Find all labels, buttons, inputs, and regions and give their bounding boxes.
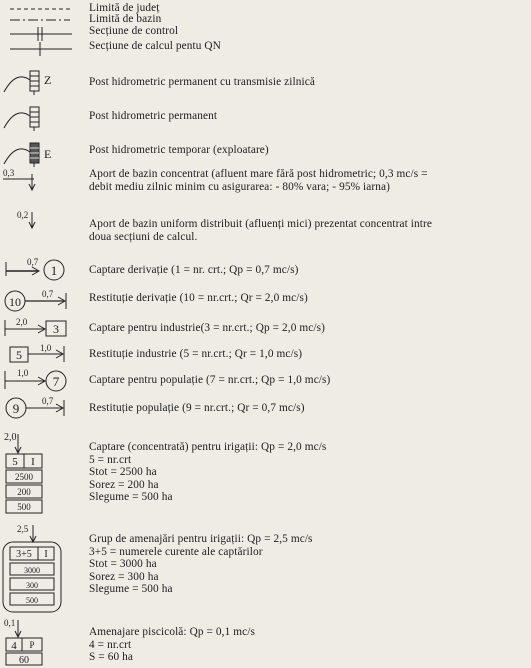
symbol-label: 2,0 [16,317,28,327]
inflow-uniform-symbol [0,208,86,232]
symbol-label: 500 [17,502,31,512]
symbol-label: 3000 [24,566,40,575]
symbol-label: P [29,640,35,650]
symbol-label: 1 [50,263,58,278]
derivation-intake-label: Captare derivație (1 = nr. crt.; Qp = 0,7 mc/s) [89,264,299,276]
industry-intake-symbol [0,316,86,340]
industry-intake-label: Captare pentru industrie(3 = nr.crt.; Qp = 2,0 mc/s) [89,322,325,334]
basin-boundary-symbol [0,15,86,25]
county-boundary-label: Limită de județ [89,2,160,14]
symbol-label: 9 [12,401,20,416]
symbol-label: 5 [16,348,22,362]
symbol-label: 1,0 [40,343,52,353]
symbol-label: 10 [9,295,21,309]
population-intake-symbol [0,367,86,393]
gauge-station-telemetry-icon [0,66,86,96]
symbol-label: 200 [17,487,31,497]
symbol-label: 4 [11,640,17,652]
inflow-concentrated-label: Aport de bazin concentrat (afluent mare fără post hidrometric; 0,3 mc/s = debit mediu zilnic minim cu asigurarea: - 80% vara; - 95% iarna) [89,168,428,193]
irrigation-group-label: Grup de amenajări pentru irigații: Qp = 2,5 mc/s 3+5 = numerele curente ale captărilor Stot = 3000 ha Sorez = 300 ha Slegume = 500 ha [89,533,313,596]
symbol-label: 2,5 [17,524,29,534]
population-return-symbol [0,395,86,421]
basin-boundary-label: Limită de bazin [89,13,162,25]
symbol-label: 2500 [15,472,33,482]
symbol-label: 0,1 [4,618,16,628]
symbol-label: 0,7 [42,289,54,299]
symbol-label: 3 [53,322,59,336]
inflow-concentrated-symbol [0,166,86,194]
inflow-uniform-label: Aport de bazin uniform distribuit (afluenți mici) prezentat concentrat intre doua secțiuni de calcul. [89,218,432,243]
irrigation-intake-label: Captare (concentrată) pentru irigații: Qp = 2,0 mc/s 5 = nr.crt Stot = 2500 ha Sorez = 200 ha Slegume = 500 ha [89,441,327,504]
derivation-return-label: Restituție derivație (10 = nr.crt.; Qr = 2,0 mc/s) [89,292,308,304]
symbol-label: 2,0 [4,432,17,443]
derivation-intake-symbol [0,255,86,283]
symbol-label: 5 [12,456,18,468]
gauge-station-temporary-label: Post hidrometric temporar (exploatare) [89,144,269,156]
control-section-symbol [0,26,86,42]
derivation-return-symbol [0,287,86,315]
gauge-station-temporary-icon [0,138,86,168]
calc-section-symbol [0,41,86,57]
symbol-label: 60 [19,655,29,666]
population-intake-label: Captare pentru populație (7 = nr.crt.; Qp = 1,0 mc/s) [89,374,331,386]
symbol-label: I [44,549,48,560]
control-section-label: Secțiune de control [89,25,179,37]
population-return-label: Restituție populație (9 = nr.crt.; Qr = 0,7 mc/s) [89,402,305,414]
gauge-station-permanent-label: Post hidrometric permanent [89,110,218,122]
gauge-station-telemetry-letter: Z [44,73,52,87]
symbol-label: 0,7 [27,257,39,267]
gauge-station-permanent-icon [0,102,86,132]
irrigation-intake-symbol [0,430,86,520]
fish-farm-label: Amenajare piscicolă: Qp = 0,1 mc/s 4 = nr.crt S = 60 ha [89,626,255,664]
irrigation-group-symbol [0,522,86,614]
symbol-label: 0,3 [3,168,15,178]
symbol-label: 7 [52,374,60,389]
symbol-label: I [31,456,35,468]
symbol-label: 1,0 [17,368,29,378]
gauge-station-telemetry-label: Post hidrometric permanent cu transmisie zilnică [89,76,315,88]
fish-farm-symbol [0,617,86,667]
industry-return-label: Restituție industrie (5 = nr.crt.; Qr = 1,0 mc/s) [89,348,303,360]
symbol-label: 300 [26,581,38,590]
symbol-label: 0,2 [17,210,29,220]
calc-section-label: Secțiune de calcul pentu QN [89,40,221,52]
gauge-station-temporary-letter: E [44,147,52,161]
county-boundary-symbol [0,4,86,14]
industry-return-symbol [0,342,86,366]
symbol-label: 500 [26,596,38,605]
symbol-label: 0,7 [42,396,54,406]
symbol-label: 3+5 [16,549,32,560]
